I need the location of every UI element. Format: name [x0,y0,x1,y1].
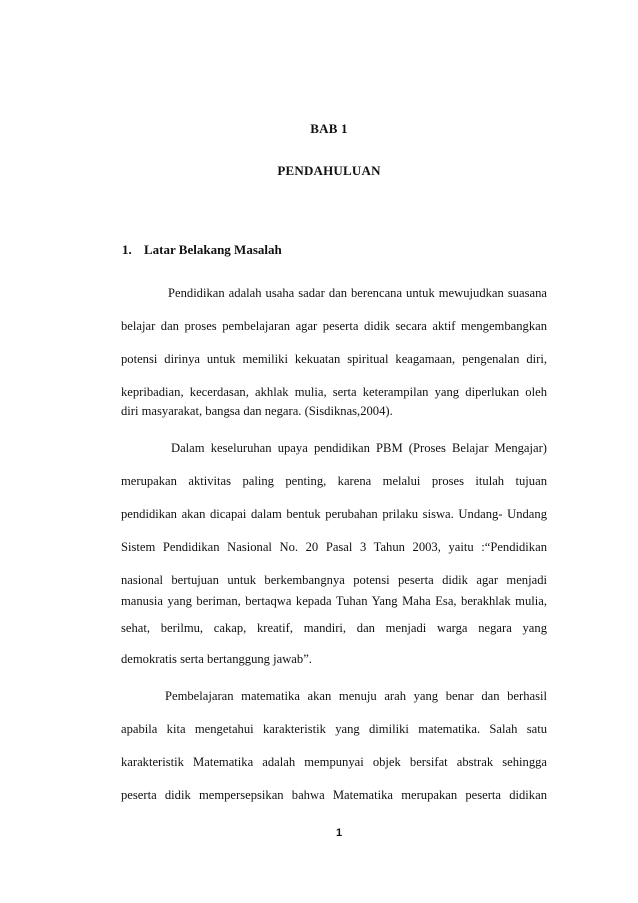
section-number: 1. [122,242,132,257]
section-title: Latar Belakang Masalah [144,242,282,257]
paragraph-line: Pendidikan adalah usaha sadar dan berencana untuk mewujudkan suasana [168,286,547,300]
page-number: 1 [335,827,343,839]
paragraph-line: sehat, berilmu, cakap, kreatif, mandiri, dan menjadi warga negara yang [121,621,547,635]
paragraph-line: merupakan aktivitas paling penting, karena melalui proses itulah tujuan [121,474,547,488]
section-heading [122,242,282,258]
paragraph-line: karakteristik Matematika adalah mempunyai objek bersifat abstrak sehingga [121,755,547,769]
paragraph-line: Sistem Pendidikan Nasional No. 20 Pasal 3 Tahun 2003, yaitu :“Pendidikan [121,540,547,554]
paragraph-line: potensi dirinya untuk memiliki kekuatan spiritual keagamaan, pengenalan diri, [121,352,547,366]
paragraph-line: peserta didik mempersepsikan bahwa Matematika merupakan peserta didikan [121,788,547,802]
paragraph-line: Pembelajaran matematika akan menuju arah yang benar dan berhasil [165,689,547,703]
paragraph-line: belajar dan proses pembelajaran agar peserta didik secara aktif mengembangkan [121,319,547,333]
paragraph-line: apabila kita mengetahui karakteristik yang dimiliki matematika. Salah satu [121,722,547,736]
chapter-number: BAB 1 [310,121,348,136]
chapter-title: PENDAHULUAN [277,163,381,178]
paragraph-line: demokratis serta bertanggung jawab”. [121,652,312,666]
paragraph-line: Dalam keseluruhan upaya pendidikan PBM (Proses Belajar Mengajar) [171,441,547,455]
paragraph-line: nasional bertujuan untuk berkembangnya potensi peserta didik agar menjadi [121,573,547,587]
paragraph-line: pendidikan akan dicapai dalam bentuk perubahan prilaku siswa. Undang- Undang [121,507,547,521]
paragraph-line: diri masyarakat, bangsa dan negara. (Sisdiknas,2004). [121,404,393,418]
paragraph-line: kepribadian, kecerdasan, akhlak mulia, serta keterampilan yang diperlukan oleh [121,385,547,399]
paragraph-line: manusia yang beriman, bertaqwa kepada Tuhan Yang Maha Esa, berakhlak mulia, [121,594,547,608]
